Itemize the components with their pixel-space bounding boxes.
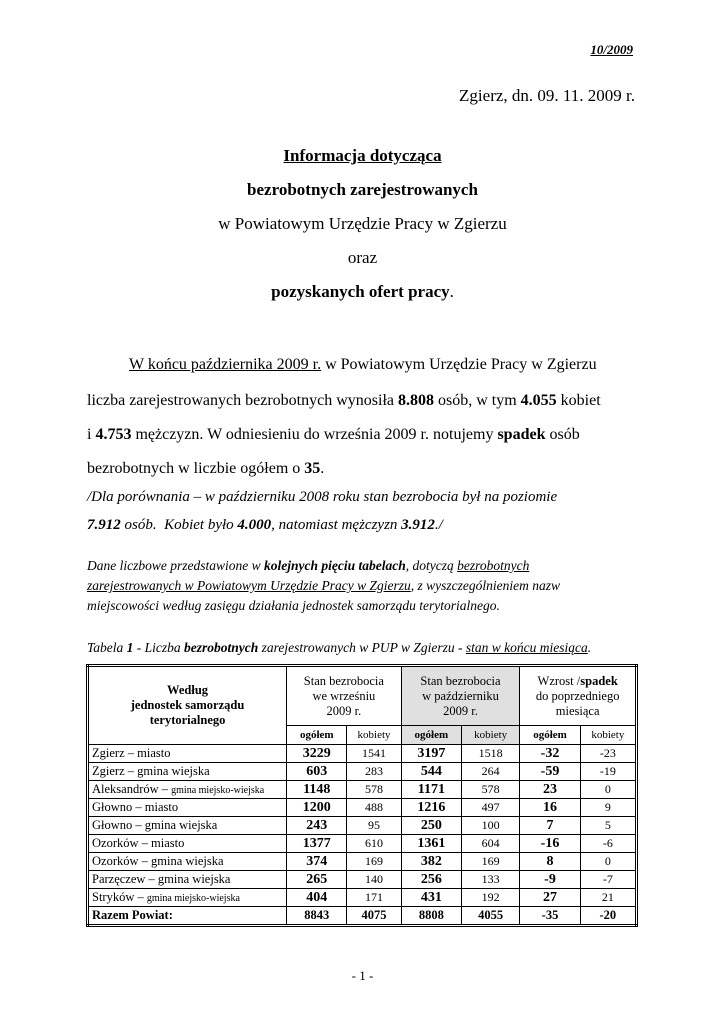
title-line-2: bezrobotnych zarejestrowanych	[247, 180, 478, 199]
diff-women: -7	[580, 871, 636, 889]
growth-header-l1	[523, 674, 632, 689]
comparison-note	[87, 484, 639, 538]
sep-total: 265	[287, 871, 347, 889]
note-line-3: miejscowości według zasięgu działania jednostek samorządu terytorialnego.	[87, 598, 500, 613]
oct-total: 431	[401, 889, 461, 907]
sep-women: 610	[347, 835, 401, 853]
note-line-1	[87, 556, 639, 576]
total-oct-total: 8808	[401, 907, 461, 926]
diff-total: 23	[520, 781, 580, 799]
oct-women: 133	[462, 871, 520, 889]
total-diff-women: -20	[580, 907, 636, 926]
unit-header-l1: Według	[167, 683, 209, 697]
growth-header-l3: miesiąca	[555, 703, 600, 718]
title-line-5-dot: .	[449, 282, 454, 301]
diff-total: 7	[520, 817, 580, 835]
diff-col-total: ogółem	[520, 726, 580, 745]
sep-women: 1541	[347, 745, 401, 763]
sep-total: 3229	[287, 745, 347, 763]
row-name-main: Zgierz – gmina wiejska	[92, 764, 210, 778]
document-number: 10/2009	[590, 42, 633, 57]
table-row	[88, 889, 637, 907]
caption-d: .	[587, 640, 592, 655]
oct-total: 1361	[401, 835, 461, 853]
comparison-text-b: , natomiast mężczyzn	[271, 517, 402, 533]
table-row	[88, 781, 637, 799]
sep-women: 95	[347, 817, 401, 835]
oct-women: 604	[462, 835, 520, 853]
growth-header-l2: do poprzedniego	[535, 688, 620, 703]
total-unemployed: 8.808	[397, 392, 434, 409]
diff-total: -59	[520, 763, 580, 781]
sep-total: 374	[287, 853, 347, 871]
table-row	[88, 817, 637, 835]
september-header	[287, 666, 402, 726]
row-name	[88, 781, 287, 799]
sep-total: 404	[287, 889, 347, 907]
unit-header	[88, 666, 287, 745]
paragraph-line3-b: mężczyzn. W odniesieniu do września 2009 r. notujemy	[131, 426, 498, 443]
title-line-1: Informacja dotycząca	[283, 146, 442, 165]
comparison-line-1: /Dla porównania – w październiku 2008 roku stan bezrobocia był na poziomie	[87, 489, 558, 505]
row-name-suffix: gmina miejsko-wiejska	[171, 785, 265, 796]
row-name	[88, 835, 287, 853]
sep-header-l2: we wrześniu	[312, 688, 376, 703]
paragraph-line1-rest: w Powiatowym Urzędzie Pracy w Zgierzu	[321, 356, 597, 373]
row-name-suffix: gmina miejsko-wiejska	[146, 893, 240, 904]
note-bold: kolejnych pięciu tabelach	[264, 558, 406, 573]
comparison-text-a: osób. Kobiet było	[120, 517, 238, 533]
row-name-main: Ozorków – miasto	[92, 836, 185, 850]
row-name-main: Ozorków – gmina wiejska	[92, 854, 224, 868]
diff-women: -6	[580, 835, 636, 853]
oct-header-l3: 2009 r.	[443, 703, 478, 718]
title-line-3: w Powiatowym Urzędzie Pracy w Zgierzu	[218, 214, 507, 233]
row-name	[88, 871, 287, 889]
men-unemployed: 4.753	[95, 426, 132, 443]
sep-women: 283	[347, 763, 401, 781]
sep-women: 171	[347, 889, 401, 907]
growth-header-l1a: Wzrost /	[537, 673, 581, 688]
paragraph-line3-c: osób	[545, 426, 580, 443]
unit-header-l2: jednostek samorządu	[130, 698, 245, 712]
note-underline-2: zarejestrowanych w Powiatowym Urzędzie Pracy w Zgierzu	[87, 578, 411, 593]
title-line-5-text: pozyskanych ofert pracy	[271, 282, 450, 301]
diff-total: 27	[520, 889, 580, 907]
oct-women: 578	[462, 781, 520, 799]
row-name	[88, 763, 287, 781]
paragraph-line2-b: osób, w tym	[433, 392, 521, 409]
oct-total: 256	[401, 871, 461, 889]
oct-header-l2: w październiku	[422, 688, 499, 703]
row-name	[88, 745, 287, 763]
oct-total: 1216	[401, 799, 461, 817]
table-row	[88, 799, 637, 817]
row-name	[88, 817, 287, 835]
row-name-main: Zgierz – miasto	[92, 746, 171, 760]
monthly-change: 35	[304, 460, 321, 477]
sep-total: 1148	[287, 781, 347, 799]
total-row-name: Razem Powiat:	[88, 907, 287, 926]
diff-women: 5	[580, 817, 636, 835]
diff-total: -32	[520, 745, 580, 763]
sep-col-women: kobiety	[347, 726, 401, 745]
growth-header-l1b: spadek	[580, 673, 618, 688]
sep-header-l1: Stan bezrobocia	[303, 673, 384, 688]
oct-total: 250	[401, 817, 461, 835]
caption-c: zarejestrowanych w PUP w Zgierzu -	[258, 640, 466, 655]
comparison-women: 4.000	[237, 517, 272, 533]
total-row	[88, 907, 637, 926]
comparison-text-c: ./	[434, 517, 443, 533]
oct-total: 382	[401, 853, 461, 871]
comparison-total: 7.912	[87, 517, 121, 533]
row-name	[88, 853, 287, 871]
diff-total: -9	[520, 871, 580, 889]
note-line-2	[87, 576, 639, 596]
sep-women: 140	[347, 871, 401, 889]
row-name	[88, 799, 287, 817]
diff-women: 9	[580, 799, 636, 817]
oct-col-total: ogółem	[401, 726, 461, 745]
oct-women: 497	[462, 799, 520, 817]
title-line-4: oraz	[347, 248, 378, 267]
oct-total: 544	[401, 763, 461, 781]
note-text-b: , dotyczą	[405, 558, 458, 573]
total-diff-total: -35	[520, 907, 580, 926]
trend-word: spadek	[497, 426, 546, 443]
place-and-date: Zgierz, dn. 09. 11. 2009 r.	[459, 86, 635, 105]
oct-women: 169	[462, 853, 520, 871]
oct-women: 192	[462, 889, 520, 907]
diff-col-women: kobiety	[580, 726, 636, 745]
diff-women: -19	[580, 763, 636, 781]
comparison-line-2	[87, 512, 639, 538]
diff-total: 16	[520, 799, 580, 817]
total-sep-total: 8843	[287, 907, 347, 926]
table-row	[88, 763, 637, 781]
paragraph-line3-a: i	[87, 426, 96, 443]
comparison-men: 3.912	[401, 517, 435, 533]
oct-women: 264	[462, 763, 520, 781]
oct-women: 100	[462, 817, 520, 835]
total-oct-women: 4055	[462, 907, 520, 926]
paragraph-line2-c: kobiet	[556, 392, 601, 409]
paragraph-line4-b: .	[320, 460, 325, 477]
note-underline-1: bezrobotnych	[457, 558, 530, 573]
caption-bold: bezrobotnych	[184, 640, 259, 655]
sep-women: 169	[347, 853, 401, 871]
row-name	[88, 889, 287, 907]
caption-number: 1	[126, 640, 134, 655]
row-name-main: Aleksandrów –	[92, 782, 172, 796]
diff-women: 0	[580, 853, 636, 871]
row-name-main: Głowno – gmina wiejska	[92, 818, 218, 832]
oct-col-women: kobiety	[462, 726, 520, 745]
caption-a: Tabela	[87, 640, 127, 655]
caption-underline: stan w końcu miesiąca	[465, 640, 588, 655]
sep-total: 243	[287, 817, 347, 835]
main-paragraph	[87, 350, 639, 484]
sep-women: 488	[347, 799, 401, 817]
row-name-main: Głowno – miasto	[92, 800, 179, 814]
caption-b: - Liczba	[133, 640, 185, 655]
title-line-5	[0, 282, 725, 302]
total-sep-women: 4075	[347, 907, 401, 926]
october-header	[401, 666, 520, 726]
sep-total: 1377	[287, 835, 347, 853]
oct-women: 1518	[462, 745, 520, 763]
note-text-c: , z wyszczególnieniem nazw	[410, 578, 560, 593]
oct-header-l1: Stan bezrobocia	[420, 673, 501, 688]
paragraph-line4-a: bezrobotnych w liczbie ogółem o	[87, 460, 305, 477]
unemployment-table	[86, 664, 638, 927]
diff-total: 8	[520, 853, 580, 871]
growth-header	[520, 666, 637, 726]
sep-total: 1200	[287, 799, 347, 817]
table-row	[88, 871, 637, 889]
sep-col-total: ogółem	[287, 726, 347, 745]
sep-total: 603	[287, 763, 347, 781]
note-text-a: Dane liczbowe przedstawione w	[87, 558, 264, 573]
data-note	[87, 556, 639, 616]
paragraph-line2-a: liczba zarejestrowanych bezrobotnych wynosiła	[87, 392, 398, 409]
diff-women: 0	[580, 781, 636, 799]
diff-total: -16	[520, 835, 580, 853]
diff-women: -23	[580, 745, 636, 763]
women-unemployed: 4.055	[520, 392, 557, 409]
unit-header-l3: terytorialnego	[149, 713, 226, 727]
page-number: - 1 -	[351, 968, 374, 983]
row-name-main: Parzęczew – gmina wiejska	[92, 872, 231, 886]
sep-header-l3: 2009 r.	[326, 703, 362, 718]
table-row	[88, 835, 637, 853]
row-name-main: Stryków –	[92, 890, 147, 904]
sep-women: 578	[347, 781, 401, 799]
period-intro: W końcu października 2009 r.	[129, 356, 322, 373]
oct-total: 1171	[401, 781, 461, 799]
diff-women: 21	[580, 889, 636, 907]
table-row	[88, 853, 637, 871]
oct-total: 3197	[401, 745, 461, 763]
table-caption	[87, 640, 591, 656]
table-row	[88, 745, 637, 763]
